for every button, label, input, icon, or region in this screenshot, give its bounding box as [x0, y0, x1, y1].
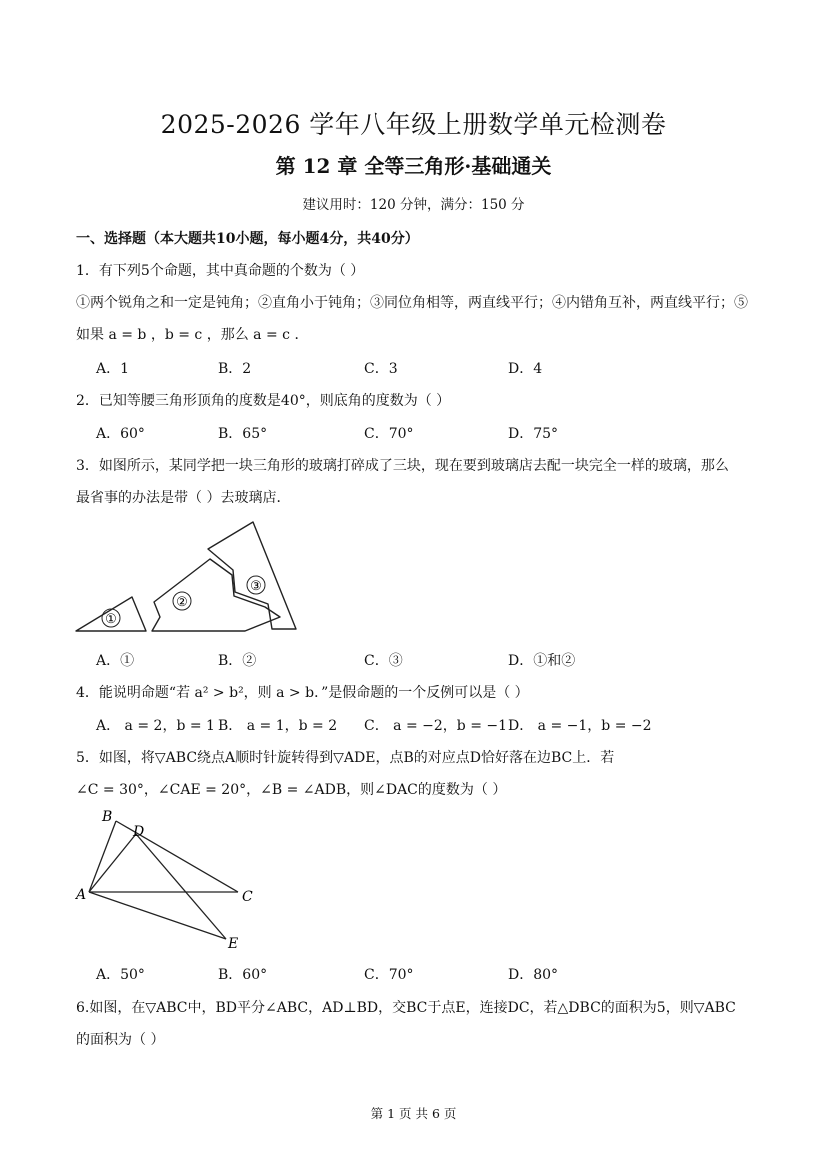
piece-label-3: ③	[250, 579, 262, 594]
q4-option-b[interactable]: B． a = 1，b = 2	[218, 718, 338, 734]
q1-option-a[interactable]: A．1	[96, 361, 130, 377]
q5-option-b[interactable]: B．60°	[218, 967, 268, 983]
q3-option-b[interactable]: B．②	[218, 653, 257, 669]
rotation-triangle-figure	[70, 806, 270, 956]
exam-meta: 建议用时：120 分钟，满分：150 分	[302, 197, 525, 213]
q2-option-b[interactable]: B．65°	[218, 426, 268, 442]
point-B: B	[102, 809, 113, 825]
q1-option-c[interactable]: C．3	[364, 361, 398, 377]
q4-option-a[interactable]: A． a = 2，b = 1	[96, 718, 215, 734]
glass-piece-2	[152, 559, 280, 631]
question-1-body-line2: 如果 a = b ，b = c ，那么 a = c ．	[76, 327, 309, 343]
q2-option-a[interactable]: A．60°	[96, 426, 145, 442]
chapter-subtitle: 第 12 章 全等三角形·基础通关	[275, 154, 552, 178]
question-1-body-line1: ①两个锐角之和一定是钝角；②直角小于钝角；③同位角相等，两直线平行；④内错角互补，两直线平行；⑤	[76, 295, 748, 311]
q3-option-d[interactable]: D．①和②	[508, 653, 576, 669]
piece-label-1: ①	[105, 612, 117, 627]
q3-option-c[interactable]: C．③	[364, 653, 403, 669]
question-3-stem-line1: 3．如图所示，某同学把一块三角形的玻璃打碎成了三块，现在要到玻璃店去配一块完全一样的玻璃，那么	[76, 458, 729, 474]
q5-option-a[interactable]: A．50°	[96, 967, 145, 983]
question-2-stem: 2．已知等腰三角形顶角的度数是40°，则底角的度数为（ ）	[76, 393, 451, 409]
point-C: C	[242, 889, 253, 905]
q4-option-c[interactable]: C． a = −2，b = −1	[364, 718, 508, 734]
q1-option-d[interactable]: D．4	[508, 361, 543, 377]
piece-label-2: ②	[176, 595, 188, 610]
point-A: A	[76, 887, 87, 903]
page-title: 2025-2026 学年八年级上册数学单元检测卷	[160, 110, 667, 139]
question-5-stem-line1: 5．如图，将▽ABC绕点A顺时针旋转得到▽ADE，点B的对应点D恰好落在边BC上．若	[76, 750, 615, 766]
point-E: E	[228, 936, 239, 952]
q2-option-c[interactable]: C．70°	[364, 426, 414, 442]
question-4-stem: 4．能说明命题“若 a² > b²，则 a > b．”是假命题的一个反例可以是（ ）	[76, 685, 529, 701]
q5-option-c[interactable]: C．70°	[364, 967, 414, 983]
section-heading: 一、选择题（本大题共10小题，每小题4分，共40分）	[76, 231, 419, 247]
question-6-stem-line2: 的面积为（ ）	[76, 1032, 165, 1048]
point-D: D	[133, 824, 145, 840]
broken-glass-figure	[70, 518, 310, 638]
q3-option-a[interactable]: A．①	[96, 653, 135, 669]
question-6-stem-line1: 6.如图，在▽ABC中，BD平分∠ABC，AD⊥BD，交BC于点E，连接DC，若△DBC的面积为5，则▽ABC	[76, 1000, 736, 1016]
q2-option-d[interactable]: D．75°	[508, 426, 559, 442]
page-footer: 第 1 页 共 6 页	[370, 1106, 457, 1121]
q1-option-b[interactable]: B．2	[218, 361, 252, 377]
glass-piece-3	[208, 522, 296, 629]
question-1-stem: 1．有下列5个命题，其中真命题的个数为（ ）	[76, 263, 365, 279]
question-3-stem-line2: 最省事的办法是带（ ）去玻璃店．	[76, 490, 291, 506]
question-5-stem-line2: ∠C = 30°，∠CAE = 20°，∠B = ∠ADB，则∠DAC的度数为（ ）	[76, 782, 507, 798]
q4-option-d[interactable]: D． a = −1，b = −2	[508, 718, 652, 734]
q5-option-d[interactable]: D．80°	[508, 967, 559, 983]
